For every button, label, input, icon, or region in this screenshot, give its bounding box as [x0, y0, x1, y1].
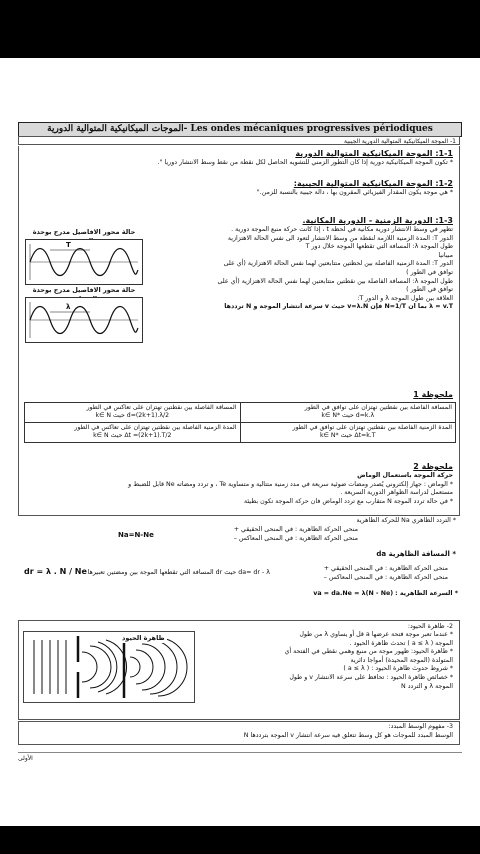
da-case-2: منحى الحركة الظاهرية : في المنحى المعاكس – — [323, 573, 448, 581]
apparent-speed — [198, 590, 458, 599]
diffraction-line: * خصائص ظاهرة الحيود : تحافظ على سرعة الانتشار v و طول — [289, 673, 453, 681]
diffraction-line: المتولدة (الموجة المحيدة) أمواجا دائرية — [350, 656, 453, 664]
figure-time-label: حالة محور الافاصيل مدرج بوحدة — [32, 228, 136, 236]
subsection-1-2 — [23, 179, 453, 198]
footer-divider — [18, 752, 462, 753]
note-1-heading: ملحوظة 1 — [413, 390, 453, 399]
in-phase-line-2: توافق في الطور ) — [406, 286, 453, 294]
subsection-1-2-text: * هي موجة يكون المقدار الفيزيائي المقرون بها ، دالة جيبية بالنسبة للزمن." — [256, 189, 453, 196]
dr-formula: dr = λ . N / Ne — [24, 567, 87, 576]
figure-distance-label: حالة محور الافاصيل مدرج بوحدة — [32, 286, 136, 294]
top-bar — [0, 0, 480, 58]
note-formula: k∈ N* حيث Δt=k.T — [319, 432, 376, 440]
document-page — [18, 122, 462, 762]
note-formula: k∈ N* حيث d=k.λ — [321, 412, 375, 420]
apparent-frequency-text: * التردد الظاهري Na للحركة الظاهرية — [356, 517, 456, 524]
subsection-1-2-heading: 1-2: الموجة الميكانيكية المتوالية الجيبية: — [293, 179, 453, 188]
wave-formula: λ = v.T بما ان N=1/T فإن v=λ.N حيث v سرعة انتشار الموجة و N ترددها — [224, 303, 453, 311]
graphical-label: مبيانيا — [438, 251, 453, 259]
diffraction-line: * شروط حدوث ظاهرة الحيود : ( a ≤ λ ) — [343, 665, 453, 673]
na-case-1: منحى الحركة الظاهرية : في المنحى الحقيقي + — [233, 526, 358, 533]
na-case-2: منحى الحركة الظاهرية : في المنحى المعاكس – — [233, 534, 358, 542]
da-text: حيث dr المسافة التي تقطعها الموجة بين ومضتين تعبيرها — [87, 569, 237, 576]
da-formula: da= dr - λ — [238, 569, 270, 576]
diffraction-figure — [23, 631, 195, 703]
subsection-1-3-heading: 1-3: الدورية الزمنية - الدورية المكانية. — [302, 216, 453, 225]
section-2-text — [197, 631, 453, 691]
note-text: المسافة الفاصلة بين نقطتين تهتزان على توافق في الطور — [304, 404, 452, 411]
sine-wave-distance — [26, 298, 142, 342]
diffraction-line: الموجة ( a ≤ λ ) تحدث ظاهرة الحيود . — [349, 639, 453, 647]
da-explain — [80, 569, 270, 578]
note-text: المدة الزمنية الفاصلة بين نقطتين تهتزان على تعاكس في الطور — [74, 423, 237, 431]
na-cases — [168, 526, 358, 543]
sine-wave-time — [26, 240, 142, 284]
section-2-heading: 2- ظاهرة الحيود: — [407, 623, 453, 630]
note-2-subheading: حركة الموجة باستعمال الوماض — [357, 472, 453, 479]
section-1-title: 1- الموجة الميكانيكية المتوالية الدورية الجيبية — [18, 136, 460, 145]
diffraction-line: * ظاهرة الحيود: ظهور موجة من منبع وهمي نقطي في الفتحة أي — [284, 648, 453, 656]
wave-time-figure — [25, 239, 143, 285]
section-3-text: الوسط المبدد للموجات هو كل وسط تتعلق فيه سرعة انتشار v الموجة بترددها N — [243, 732, 453, 739]
na-formula: Na=N-Ne — [118, 531, 154, 539]
stroboscope-line: * الوماض : جهاز إلكتروني يُصدر ومضات ضوئية سريعة في مدد زمنية متتالية و متساوية Te ، و تردد ومضاته Ne قابل للضبط و — [128, 480, 453, 488]
diffraction-line: * عندما تعبر موجة فتحة عرضها a قل أو يساوي λ من طول — [299, 631, 453, 638]
in-phase-line: توافق في الطور ) — [406, 268, 453, 276]
va-formula: va = da.Ne = λ(N - Ne) — [313, 590, 394, 597]
da-heading: * المسافة الظاهرية da — [376, 550, 456, 558]
stroboscope-line-2: مستعمل لدراسة الظواهر الدورية السريعة . — [340, 489, 453, 497]
page-title: الموجات الميكانيكية المتوالية الدورية- Les ondes mécaniques progressives périodiques — [18, 122, 462, 137]
section-3-heading: 3- مفهوم الوسط المبدد: — [388, 723, 453, 730]
diffraction-label: ظاهرة الحيود — [122, 634, 165, 642]
footer-page-label: الأولى — [18, 755, 33, 762]
periodicity-line: تظهر في وسط الانتشار دورية مكانية في لحظة t ، إذا كانت حركة منبع الموجة دورية . — [231, 226, 453, 233]
note-left-bottom — [25, 422, 241, 442]
slow-motion-line: * في حالة تردد الموجة N متقارب مع تردد الوماض فان حركة الموجة تكون بطيئة — [244, 497, 453, 505]
subsection-1-1 — [23, 149, 453, 168]
period-definition: الدور T: المدة الزمنية اللازمة لنقطة من وسط الانتشار لتعود الى نفس الحالة الاهتزازية — [227, 234, 453, 242]
note-right-bottom — [240, 422, 456, 442]
va-heading: * السرعة الظاهرية : — [395, 590, 458, 597]
note-right-top — [240, 403, 456, 423]
note-left-top — [25, 403, 241, 423]
diffraction-diagram — [24, 632, 194, 702]
wavelength-graph-line: طول الموجة λ: المسافة الفاصلة بين نقطتين متتابعتين لهما نفس الحالة الاهتزازية (أي على — [217, 277, 453, 285]
period-mark: T — [66, 241, 71, 249]
period-graph-line: الدور T: المدة الزمنية الفاصلة بين لحظتين متتابعتين لهما نفس الحالة الاهتزازية (أي على — [223, 260, 453, 268]
diffraction-line: الموجة λ و التردد N — [401, 682, 453, 690]
note-1-table — [24, 402, 456, 443]
bottom-bar — [0, 826, 480, 854]
wavelength-mark: λ — [66, 303, 71, 311]
note-formula: k∈ N حيث d=(2k+1).λ/2 — [95, 412, 170, 420]
note-2-heading: ملحوظة 2 — [413, 462, 453, 471]
section-3 — [18, 721, 460, 745]
wave-distance-figure — [25, 297, 143, 343]
section-2 — [18, 620, 460, 720]
note-formula: k∈ N حيث Δt =(2k+1).T/2 — [93, 432, 172, 440]
note-text: المدة الزمنية الفاصلة بين نقطتين تهتزان على توافق في الطور — [292, 423, 452, 431]
note-2 — [23, 462, 453, 506]
subsection-1-1-heading: 1-1: الموجة الميكانيكية المتوالية الدورية — [295, 149, 453, 158]
apparent-frequency-line — [26, 517, 456, 526]
da-cases — [268, 565, 448, 582]
note-text: المسافة الفاصلة بين نقطتين تهتزان على تعاكس في الطور — [86, 404, 237, 411]
wavelength-definition: طول الموجة λ: المسافة التي تقطعها الموجة خلال دور T — [305, 243, 453, 251]
relation-line: العلاقة بين طول الموجة λ و الدور T: — [357, 294, 453, 302]
da-case-1: منحى الحركة الظاهرية : في المنحى الحقيقي + — [323, 565, 448, 572]
section-1-content — [18, 146, 460, 516]
subsection-1-3 — [153, 216, 453, 312]
subsection-1-1-text: * تكون الموجة الميكانيكية دورية إذا كان التطور الزمني للتشويه الحاصل لكل نقطة من نقط وسط الانتشار دوريا ". — [157, 159, 453, 166]
